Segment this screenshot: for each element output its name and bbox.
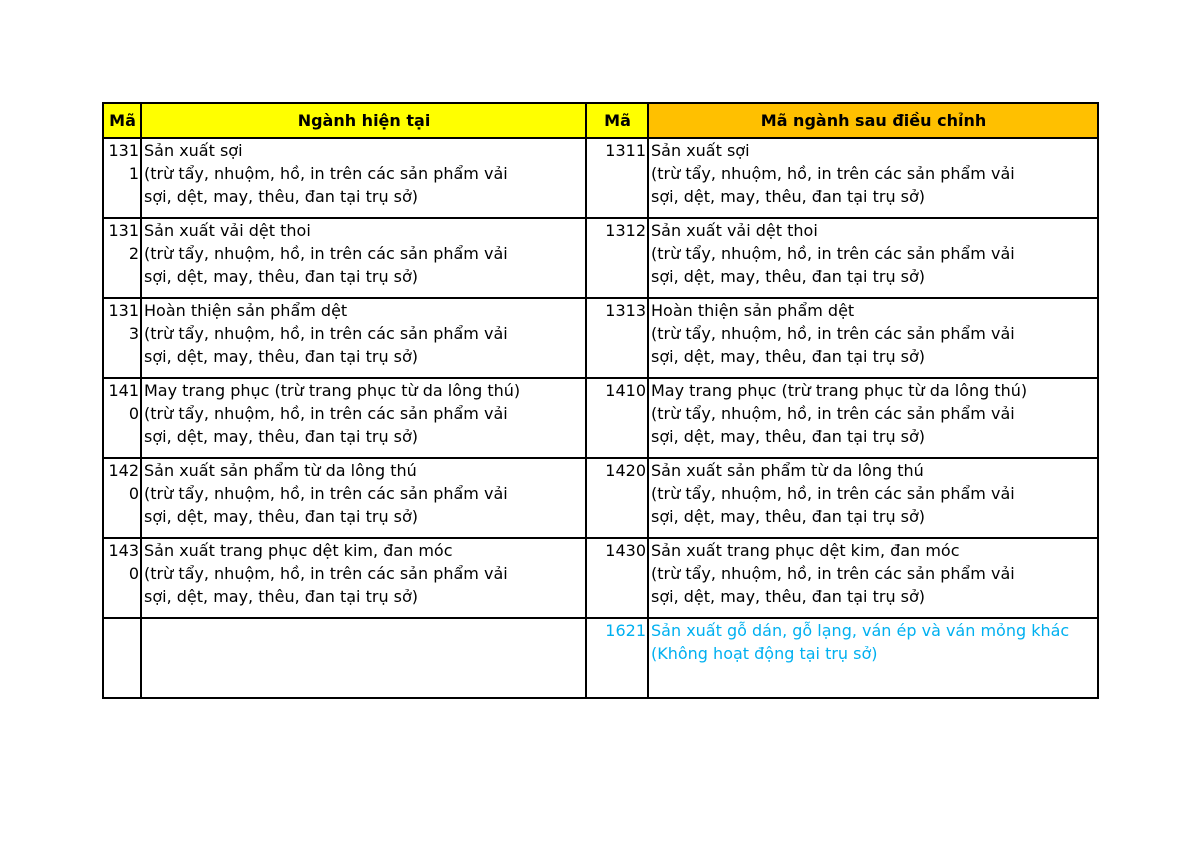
industry-title: Hoàn thiện sản phẩm dệt bbox=[144, 301, 348, 320]
industry-adjusted-cell bbox=[648, 218, 1098, 298]
industry-title: May trang phục (trừ trang phục từ da lông thú) bbox=[651, 381, 1028, 400]
industry-current-cell bbox=[141, 218, 586, 298]
industry-title: Sản xuất vải dệt thoi bbox=[144, 221, 311, 240]
industry-title: Sản xuất trang phục dệt kim, đan móc bbox=[144, 541, 453, 560]
industry-note-line: (trừ tẩy, nhuộm, hồ, in trên các sản phẩm vải bbox=[144, 324, 508, 343]
code-old-cell: 1312 bbox=[103, 218, 141, 298]
industry-note-line: sợi, dệt, may, thêu, đan tại trụ sở) bbox=[144, 267, 419, 286]
code-old-cell-empty bbox=[103, 618, 141, 698]
industry-note-line: sợi, dệt, may, thêu, đan tại trụ sở) bbox=[651, 587, 926, 606]
code-new-cell: 1311 bbox=[586, 138, 648, 218]
industry-current-cell bbox=[141, 138, 586, 218]
table-row-added bbox=[103, 618, 1098, 698]
industry-current-cell bbox=[141, 538, 586, 618]
code-old-cell: 1430 bbox=[103, 538, 141, 618]
industry-note-line: (trừ tẩy, nhuộm, hồ, in trên các sản phẩm vải bbox=[651, 484, 1015, 503]
industry-title: Sản xuất sợi bbox=[144, 141, 243, 160]
industry-note-line: sợi, dệt, may, thêu, đan tại trụ sở) bbox=[651, 347, 926, 366]
industry-note-line: (trừ tẩy, nhuộm, hồ, in trên các sản phẩm vải bbox=[651, 404, 1015, 423]
industry-title: Sản xuất gỗ dán, gỗ lạng, ván ép và ván mỏng khác bbox=[651, 621, 1070, 640]
table-row bbox=[103, 138, 1098, 218]
industry-current-cell bbox=[141, 298, 586, 378]
header-code-old: Mã bbox=[103, 103, 141, 138]
industry-note-line: sợi, dệt, may, thêu, đan tại trụ sở) bbox=[144, 587, 419, 606]
industry-adjusted-cell bbox=[648, 538, 1098, 618]
industry-note-line: (Không hoạt động tại trụ sở) bbox=[651, 644, 878, 663]
industry-note-line: (trừ tẩy, nhuộm, hồ, in trên các sản phẩm vải bbox=[651, 564, 1015, 583]
code-new-cell: 1430 bbox=[586, 538, 648, 618]
industry-title: May trang phục (trừ trang phục từ da lông thú) bbox=[144, 381, 521, 400]
industry-current-cell bbox=[141, 458, 586, 538]
table-row bbox=[103, 298, 1098, 378]
code-old-cell: 1410 bbox=[103, 378, 141, 458]
industry-adjusted-cell bbox=[648, 378, 1098, 458]
table-row bbox=[103, 458, 1098, 538]
industry-note-line: (trừ tẩy, nhuộm, hồ, in trên các sản phẩm vải bbox=[144, 404, 508, 423]
industry-note-line: sợi, dệt, may, thêu, đan tại trụ sở) bbox=[651, 187, 926, 206]
industry-adjusted-cell bbox=[648, 458, 1098, 538]
table-row bbox=[103, 378, 1098, 458]
industry-note-line: sợi, dệt, may, thêu, đan tại trụ sở) bbox=[144, 507, 419, 526]
industry-note-line: (trừ tẩy, nhuộm, hồ, in trên các sản phẩm vải bbox=[144, 564, 508, 583]
industry-note-line: sợi, dệt, may, thêu, đan tại trụ sở) bbox=[651, 427, 926, 446]
code-new-cell: 1312 bbox=[586, 218, 648, 298]
industry-title: Hoàn thiện sản phẩm dệt bbox=[651, 301, 855, 320]
industry-title: Sản xuất vải dệt thoi bbox=[651, 221, 818, 240]
header-code-new: Mã bbox=[586, 103, 648, 138]
code-new-cell: 1621 bbox=[586, 618, 648, 698]
industry-note-line: sợi, dệt, may, thêu, đan tại trụ sở) bbox=[144, 187, 419, 206]
industry-current-cell bbox=[141, 378, 586, 458]
industry-note-line: (trừ tẩy, nhuộm, hồ, in trên các sản phẩm vải bbox=[651, 244, 1015, 263]
code-old-cell: 1420 bbox=[103, 458, 141, 538]
industry-note-line: (trừ tẩy, nhuộm, hồ, in trên các sản phẩm vải bbox=[144, 244, 508, 263]
code-old-cell: 1313 bbox=[103, 298, 141, 378]
industry-note-line: sợi, dệt, may, thêu, đan tại trụ sở) bbox=[144, 427, 419, 446]
industry-note-line: sợi, dệt, may, thêu, đan tại trụ sở) bbox=[651, 267, 926, 286]
table-row bbox=[103, 218, 1098, 298]
industry-note-line: sợi, dệt, may, thêu, đan tại trụ sở) bbox=[144, 347, 419, 366]
code-new-cell: 1313 bbox=[586, 298, 648, 378]
industry-note-line: sợi, dệt, may, thêu, đan tại trụ sở) bbox=[651, 507, 926, 526]
industry-note-line: (trừ tẩy, nhuộm, hồ, in trên các sản phẩm vải bbox=[144, 164, 508, 183]
code-new-cell: 1420 bbox=[586, 458, 648, 538]
header-industry-current: Ngành hiện tại bbox=[141, 103, 586, 138]
industry-title: Sản xuất trang phục dệt kim, đan móc bbox=[651, 541, 960, 560]
header-industry-adjusted: Mã ngành sau điều chỉnh bbox=[648, 103, 1098, 138]
code-new-cell: 1410 bbox=[586, 378, 648, 458]
header-row bbox=[103, 103, 1098, 138]
industry-title: Sản xuất sản phẩm từ da lông thú bbox=[144, 461, 417, 480]
industry-title: Sản xuất sợi bbox=[651, 141, 750, 160]
industry-current-cell-empty bbox=[141, 618, 586, 698]
industry-title: Sản xuất sản phẩm từ da lông thú bbox=[651, 461, 924, 480]
industry-adjusted-cell bbox=[648, 138, 1098, 218]
table-row bbox=[103, 538, 1098, 618]
industry-note-line: (trừ tẩy, nhuộm, hồ, in trên các sản phẩm vải bbox=[651, 164, 1015, 183]
industry-code-table bbox=[102, 102, 1099, 699]
industry-note-line: (trừ tẩy, nhuộm, hồ, in trên các sản phẩm vải bbox=[651, 324, 1015, 343]
industry-adjusted-cell bbox=[648, 618, 1098, 698]
industry-adjusted-cell bbox=[648, 298, 1098, 378]
code-old-cell: 1311 bbox=[103, 138, 141, 218]
industry-note-line: (trừ tẩy, nhuộm, hồ, in trên các sản phẩm vải bbox=[144, 484, 508, 503]
